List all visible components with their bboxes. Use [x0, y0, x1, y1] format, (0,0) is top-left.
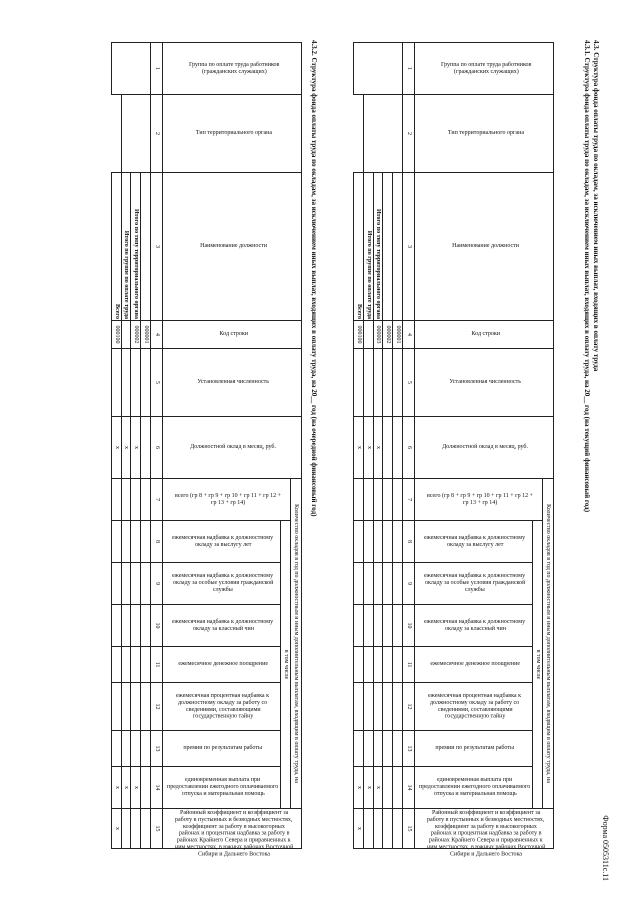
table-row: 000001 — [141, 43, 151, 849]
heading-section-4-3-2: 4.3.2. Структура фонда оплаты труда по окладам, за исключением иных выплат, входящих в оплату труда, на 20__ год (на очередной финансовый год) — [310, 40, 318, 517]
header-office-type: Тип территориального органа — [415, 95, 554, 173]
header-pay-group: Группа по оплате труда работников (гражданских служащих) — [415, 43, 554, 95]
header-state-secret-allowance: ежемесячная процентная надбавка к должностному окладу за работу со сведениями, составляющими государственную тайну — [163, 683, 281, 731]
total-row-office-type: Итого по типу территориального органа 000003 x x — [373, 43, 383, 849]
header-class-rank-allowance: ежемесячная надбавка к должностному окладу за классный чин — [163, 605, 281, 647]
header-allowances-group: Количество окладов в год по должностным и иным дополнительным выплатам, входящим в оплату труда, на — [543, 479, 554, 809]
header-allowances-group: Количество окладов в год по должностным и иным дополнительным выплатам, входящим в оплату труда, на — [291, 479, 302, 809]
heading-section-4-3-1: 4.3.1. Структура фонда оплаты труда по окладам, за исключением иных выплат, входящих в оплату труда, на 20__ год (на текущий финансовый год) — [583, 40, 591, 513]
header-performance-bonus: премии по результатам работы — [163, 731, 281, 767]
header-regional-coefficient: Районный коэффициент и коэффициент за работу в пустынных и безводных местностях, коэффициент за работу в высокогорных районах и процентная надбавка за работу в районах Крайнего Севера и приравненных к ним местностях, в южных районах Восточной Сибири и Дальнего Востока — [163, 809, 302, 849]
total-row-office-type: Итого по типу территориального органа 000002 x x — [131, 43, 141, 849]
table-row: 000001 — [393, 43, 403, 849]
header-state-secret-allowance: ежемесячная процентная надбавка к должностному окладу за работу со сведениями, составляющими государственную тайну — [415, 683, 533, 731]
grand-total-row: Всего 000100 x x x — [353, 43, 363, 849]
header-in-which: в том числе — [281, 521, 291, 809]
wage-structure-table-current-year — [353, 42, 554, 858]
header-vacation-payment: единовременная выплата при предоставлении ежегодного оплачиваемого отпуска и материальная помощь — [163, 767, 281, 809]
wage-structure-table-next-year — [111, 42, 302, 858]
header-total-allowances: всего (гр 8 + гр 9 + гр 10 + гр 11 + гр 12 + гр 13 + гр 14) — [415, 479, 543, 521]
header-pay-group: Группа по оплате труда работников (гражданских служащих) — [163, 43, 302, 95]
grand-total-row: Всего 000100 x x x — [111, 43, 121, 849]
header-salary: Должностной оклад в месяц, руб. — [163, 417, 302, 479]
table-row: 000002 — [383, 43, 393, 849]
header-total-allowances: всего (гр 8 + гр 9 + гр 10 + гр 11 + гр 12 + гр 13 + гр 14) — [163, 479, 291, 521]
column-numbers-row: 1 2 3 4 5 6 7 8 9 10 11 12 13 14 15 — [151, 43, 163, 849]
header-headcount: Установленная численность — [415, 349, 554, 417]
header-row-code: Код строки — [415, 321, 554, 349]
header-headcount: Установленная численность — [163, 349, 302, 417]
header-salary: Должностной оклад в месяц, руб. — [415, 417, 554, 479]
header-row-code: Код строки — [163, 321, 302, 349]
header-seniority-allowance: ежемесячная надбавка к должностному окладу за выслугу лет — [163, 521, 281, 563]
header-position-name: Наименование должности — [415, 173, 554, 321]
header-regional-coefficient: Районный коэффициент и коэффициент за работу в пустынных и безводных местностях, коэффициент за работу в высокогорных районах и процентная надбавка за работу в районах Крайнего Севера и приравненных к ним местностях, в южных районах Восточной Сибири и Дальнего Востока — [415, 809, 554, 849]
header-class-rank-allowance: ежемесячная надбавка к должностному окладу за классный чин — [415, 605, 533, 647]
header-special-conditions-allowance: ежемесячная надбавка к должностному окладу за особые условия гражданской службы — [163, 563, 281, 605]
header-monthly-bonus: ежемесячное денежное поощрение — [163, 647, 281, 683]
header-monthly-bonus: ежемесячное денежное поощрение — [415, 647, 533, 683]
header-office-type: Тип территориального органа — [163, 95, 302, 173]
heading-section-4-3: 4.3. Структура фонда оплаты труда по окладам, за исключением иных выплат, входящих в оплату труда — [592, 40, 600, 372]
header-performance-bonus: премии по результатам работы — [415, 731, 533, 767]
header-vacation-payment: единовременная выплата при предоставлении ежегодного оплачиваемого отпуска и материальная помощь — [415, 767, 533, 809]
column-numbers-row: 1 2 3 4 5 6 7 8 9 10 11 12 13 14 15 — [403, 43, 415, 849]
header-special-conditions-allowance: ежемесячная надбавка к должностному окладу за особые условия гражданской службы — [415, 563, 533, 605]
total-row-pay-group: Итого по группе по оплате труда x x — [363, 43, 373, 849]
header-in-which: в том числе — [533, 521, 543, 809]
form-number: Форма 0505311с.11 — [601, 815, 610, 881]
total-row-pay-group: Итого по группе по оплате труда x x — [121, 43, 131, 849]
header-position-name: Наименование должности — [163, 173, 302, 321]
header-seniority-allowance: ежемесячная надбавка к должностному окладу за выслугу лет — [415, 521, 533, 563]
